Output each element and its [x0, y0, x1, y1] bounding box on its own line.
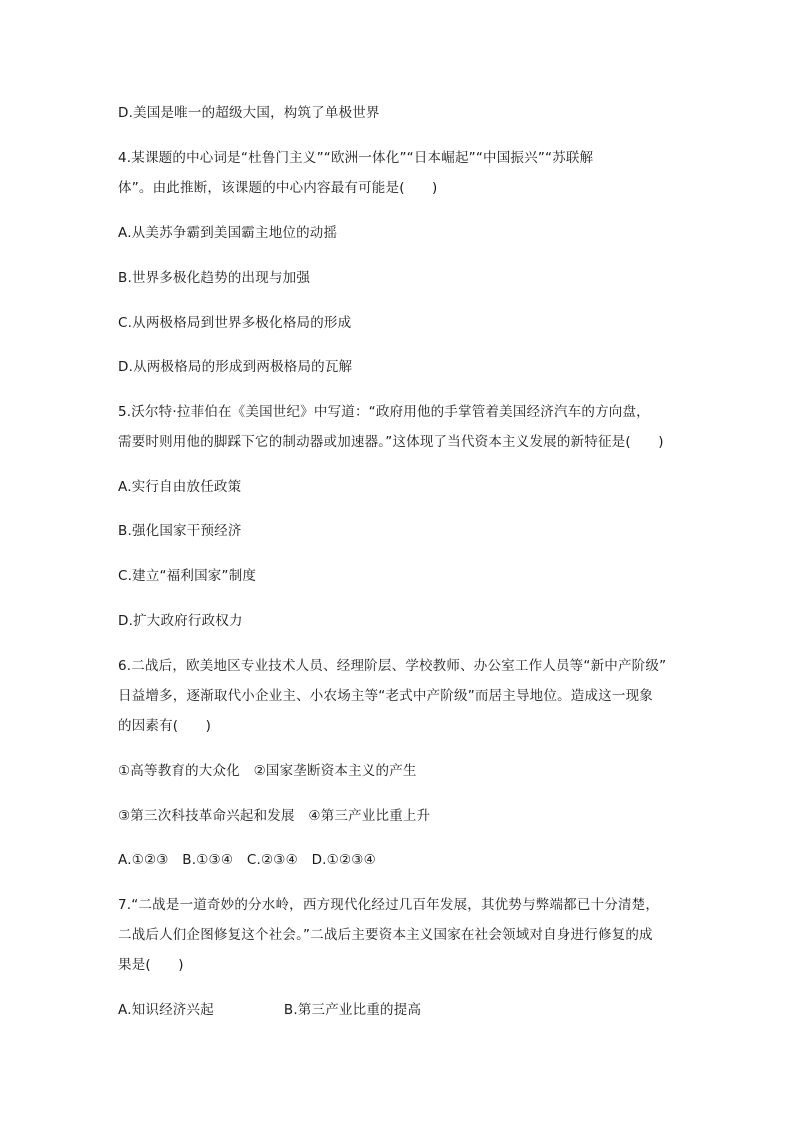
q7-options-row — [118, 1000, 421, 1020]
q6-stem-line-1: 6.二战后，欧美地区专业技术人员、经理阶层、学校教师、办公室工作人员等“新中产阶级” — [118, 658, 667, 674]
q3-option-d: D.美国是唯一的超级大国，构筑了单极世界 — [118, 105, 380, 121]
q4-option-a: A.从美苏争霸到美国霸主地位的动摇 — [118, 225, 338, 241]
q5-option-d: D.扩大政府行政权力 — [118, 613, 243, 629]
q6-statements-1: ①高等教育的大众化 ②国家垄断资本主义的产生 — [118, 763, 417, 779]
q5-option-b: B.强化国家干预经济 — [118, 523, 242, 539]
q5-option-a: A.实行自由放任政策 — [118, 479, 242, 495]
q6-stem-line-2: 日益增多，逐渐取代小企业主、小农场主等“老式中产阶级”而居主导地位。造成这一现象 — [118, 688, 653, 704]
q7-stem-line-2: 二战后人们企图修复这个社会。”二战后主要资本主义国家在社会领域对自身进行修复的成 — [118, 927, 653, 943]
q6-stem-line-3: 的因素有( ) — [118, 718, 212, 734]
q7-stem-line-1: 7.“二战是一道奇妙的分水岭，西方现代化经过几百年发展，其优势与弊端都已十分清楚， — [118, 897, 660, 913]
q4-stem-line-2: 体”。由此推断，该课题的中心内容最有可能是( ) — [118, 180, 438, 196]
q4-option-c: C.从两极格局到世界多极化格局的形成 — [118, 315, 352, 331]
q4-option-d: D.从两极格局的形成到两极格局的瓦解 — [118, 359, 353, 375]
q4-stem-line-1: 4.某课题的中心词是“杜鲁门主义”“欧洲一体化”“日本崛起”“中国振兴”“苏联解 — [118, 150, 594, 166]
q7-option-a: A.知识经济兴起 — [118, 1002, 214, 1018]
q7-stem-line-3: 果是( ) — [118, 957, 184, 973]
q4-option-b: B.世界多极化趋势的出现与加强 — [118, 270, 311, 286]
q6-statements-2: ③第三次科技革命兴起和发展 ④第三产业比重上升 — [118, 808, 431, 824]
q5-stem-line-2: 需要时则用他的脚踩下它的制动器或加速器。”这体现了当代资本主义发展的新特征是( ) — [118, 434, 664, 450]
q5-option-c: C.建立“福利国家”制度 — [118, 568, 257, 584]
q6-options: A.①②③ B.①③④ C.②③④ D.①②③④ — [118, 852, 376, 868]
q5-stem-line-1: 5.沃尔特·拉菲伯在《美国世纪》中写道：“政府用他的手掌管着美国经济汽车的方向盘， — [118, 404, 650, 420]
q7-option-b: B.第三产业比重的提高 — [283, 1002, 422, 1018]
